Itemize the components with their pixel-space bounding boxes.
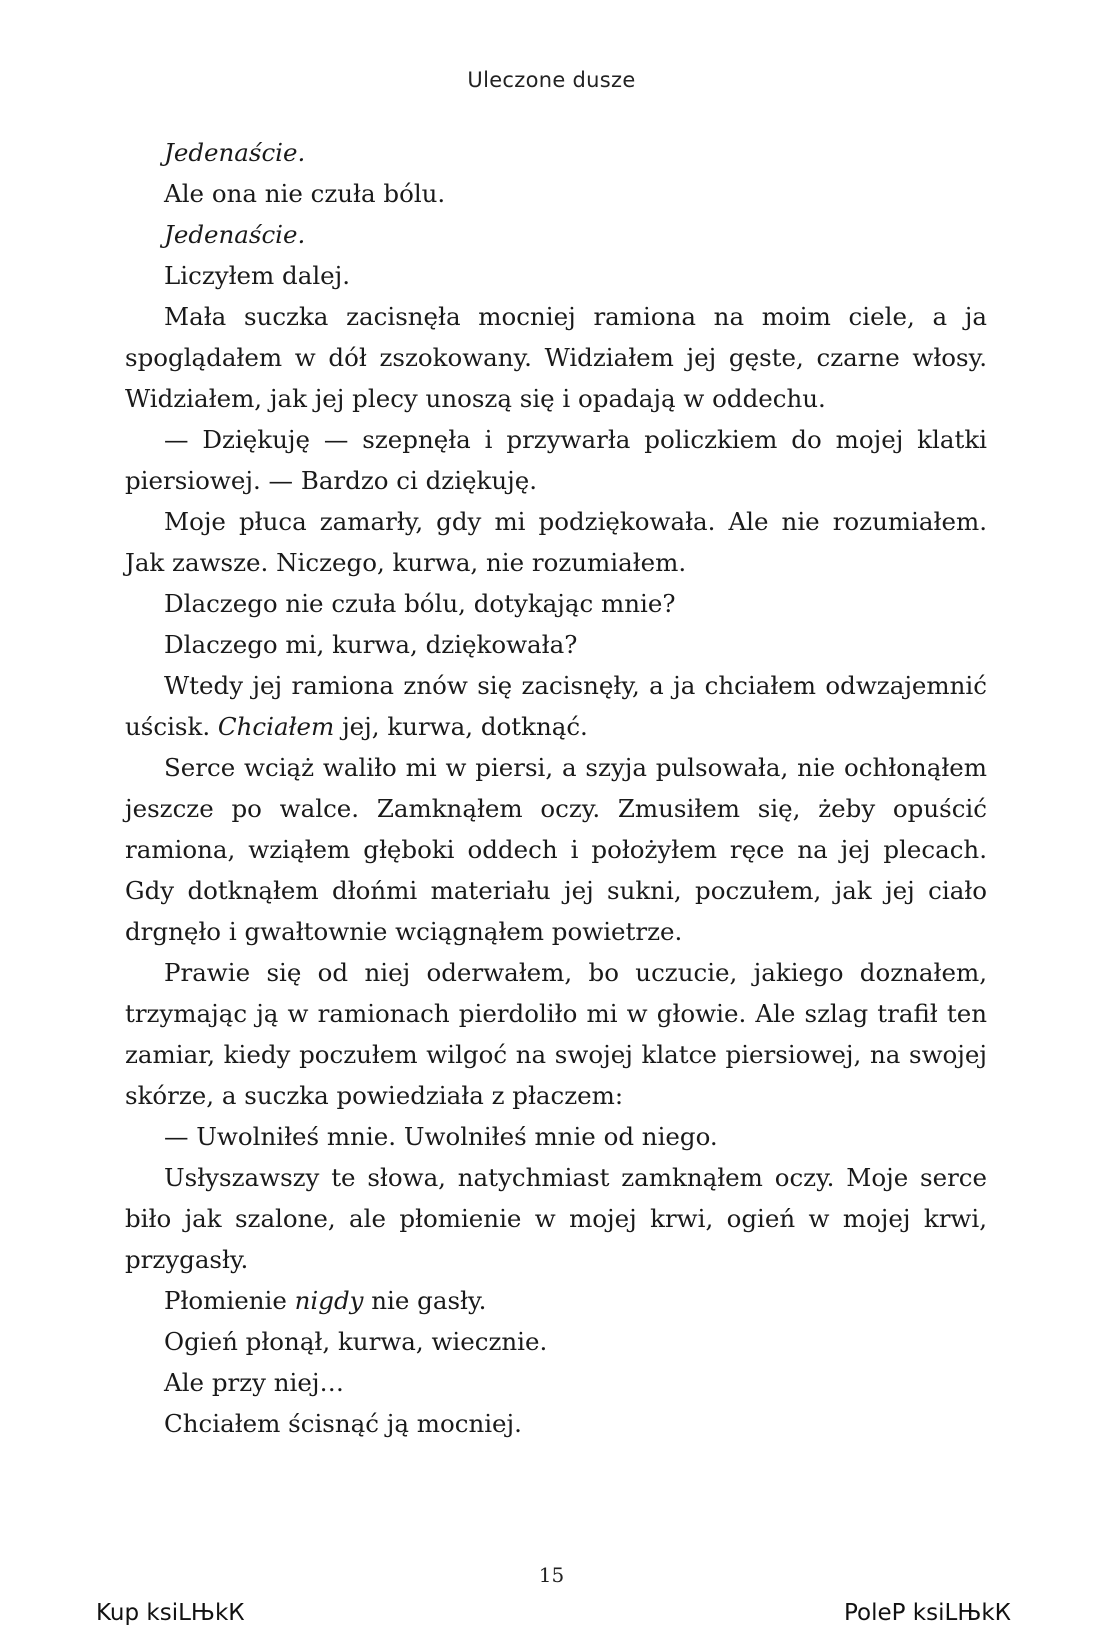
paragraph — [125, 624, 987, 665]
paragraph — [125, 132, 987, 173]
text-segment: Moje płuca zamarły, gdy mi podziękowała. Ale nie rozumiałem. Jak zawsze. Niczego, kurwa, nie rozumiałem. — [125, 507, 987, 577]
paragraph — [125, 501, 987, 583]
paragraph — [125, 1280, 987, 1321]
paragraph — [125, 173, 987, 214]
paragraph — [125, 214, 987, 255]
paragraph — [125, 1116, 987, 1157]
paragraph — [125, 296, 987, 419]
italic-text-segment: Jedenaście. — [164, 138, 306, 167]
text-segment: nie gasły. — [363, 1286, 487, 1315]
paragraph — [125, 255, 987, 296]
page-number: 15 — [538, 1563, 565, 1587]
text-segment: Ogień płonął, kurwa, wiecznie. — [164, 1327, 548, 1356]
text-segment: jej, kurwa, dotknąć. — [334, 712, 588, 741]
footer-recommend-book-link[interactable]: PoleР ksiLЊkК — [843, 1600, 1011, 1626]
text-segment: Płomienie — [164, 1286, 295, 1315]
text-segment: Ale przy niej… — [164, 1368, 344, 1397]
footer-buy-book-link[interactable]: Kup ksiLЊkК — [96, 1600, 245, 1626]
paragraph — [125, 1321, 987, 1362]
paragraph — [125, 1362, 987, 1403]
text-segment: Wtedy jej ramiona znów się zacisnęły, a ja chciałem odwzajemnić uścisk. — [125, 671, 987, 741]
text-segment: Liczyłem dalej. — [164, 261, 351, 290]
paragraph — [125, 665, 987, 747]
text-segment: Dlaczego nie czuła bólu, dotykając mnie? — [164, 589, 676, 618]
paragraph — [125, 952, 987, 1116]
text-segment: Ale ona nie czuła bólu. — [164, 179, 446, 208]
text-segment: — Uwolniłeś mnie. Uwolniłeś mnie od niego. — [164, 1122, 718, 1151]
paragraph — [125, 1157, 987, 1280]
paragraph — [125, 1403, 987, 1444]
text-segment: Usłyszawszy te słowa, natychmiast zamknąłem oczy. Moje serce biło jak szalone, ale płomienie w mojej krwi, ogień w mojej krwi, przygasły. — [125, 1163, 987, 1274]
running-head-title: Uleczone dusze — [467, 68, 636, 92]
italic-text-segment: Jedenaście. — [164, 220, 306, 249]
text-segment: Chciałem ścisnąć ją mocniej. — [164, 1409, 522, 1438]
body-text — [125, 132, 987, 1444]
text-segment: — Dziękuję — szepnęła i przywarła policzkiem do mojej klatki piersiowej. — Bardzo ci dziękuję. — [125, 425, 987, 495]
paragraph — [125, 419, 987, 501]
paragraph — [125, 583, 987, 624]
text-segment: Dlaczego mi, kurwa, dziękowała? — [164, 630, 578, 659]
paragraph — [125, 747, 987, 952]
italic-text-segment: nigdy — [294, 1286, 364, 1315]
text-segment: Mała suczka zacisnęła mocniej ramiona na moim ciele, a ja spoglądałem w dół zszokowany. Widziałem jej gęste, czarne włosy. Widziałem, jak jej plecy unoszą się i opadają w oddechu. — [125, 302, 987, 413]
text-segment: Serce wciąż waliło mi w piersi, a szyja pulsowała, nie ochłonąłem jeszcze po walce. Zamknąłem oczy. Zmusiłem się, żeby opuścić ramiona, wziąłem głęboki oddech i położyłem ręce na jej plecach. Gdy dotknąłem dłońmi materiału jej sukni, poczułem, jak jej ciało drgnęło i gwałtownie wciągnąłem powietrze. — [125, 753, 987, 946]
italic-text-segment: Chciałem — [217, 712, 335, 741]
text-segment: Prawie się od niej oderwałem, bo uczucie, jakiego doznałem, trzymając ją w ramionach pierdoliło mi w głowie. Ale szlag trafił ten zamiar, kiedy poczułem wilgoć na swojej klatce piersiowej, na swojej skórze, a suczka powiedziała z płaczem: — [125, 958, 987, 1110]
